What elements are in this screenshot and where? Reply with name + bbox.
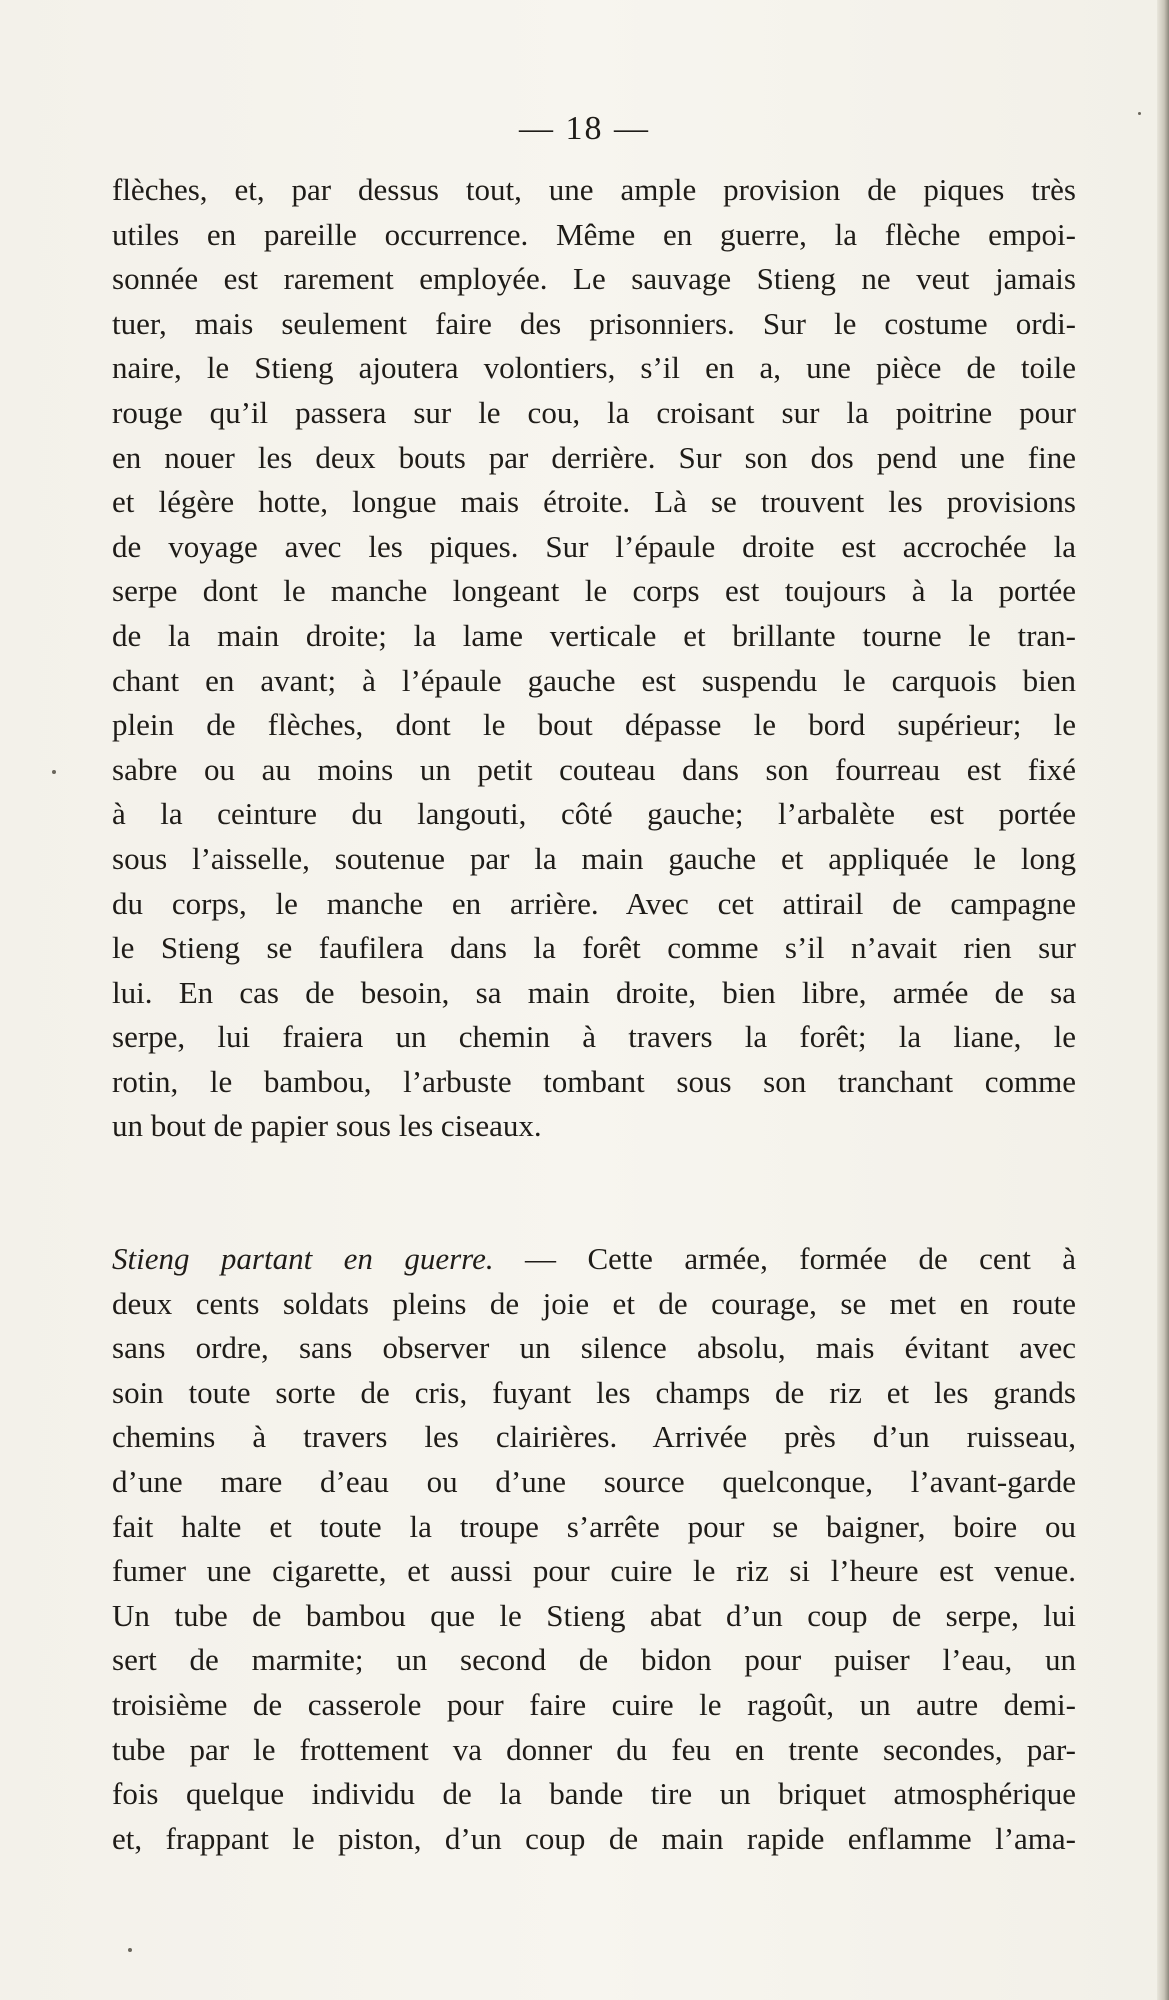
text-line: plein de flèches, dont le bout dépasse le bord supérieur; le <box>112 707 1076 743</box>
text-line: et légère hotte, longue mais étroite. Là se trouvent les provisions <box>112 484 1076 520</box>
text-line: flèches, et, par dessus tout, une ample provision de piques très <box>112 172 1076 207</box>
text-line: serpe dont le manche longeant le corps est toujours à la portée <box>112 573 1076 609</box>
heading-line-rest: — Cette armée, formée de cent à <box>493 1241 1077 1276</box>
text-line: chant en avant; à l’épaule gauche est suspendu le carquois bien <box>112 662 1076 698</box>
page-number: — 18 — <box>519 110 650 147</box>
text-line: et, frappant le piston, d’un coup de main rapide enflamme l’ama- <box>112 1820 1076 1856</box>
page-edge <box>1157 0 1169 2000</box>
text-line: à la ceinture du langouti, côté gauche; l’arbalète est portée <box>112 796 1076 832</box>
text-line: d’une mare d’eau ou d’une source quelconque, l’avant-garde <box>112 1463 1076 1499</box>
text-line: sans ordre, sans observer un silence absolu, mais évitant avec <box>112 1330 1076 1366</box>
text-line: le Stieng se faufilera dans la forêt comme s’il n’avait rien sur <box>112 930 1076 966</box>
text-line: de voyage avec les piques. Sur l’épaule droite est accrochée la <box>112 528 1076 564</box>
text-line: soin toute sorte de cris, fuyant les champs de riz et les grands <box>112 1374 1076 1410</box>
text-line: tuer, mais seulement faire des prisonniers. Sur le costume ordi- <box>112 305 1076 341</box>
text-line: troisième de casserole pour faire cuire le ragoût, un autre demi- <box>112 1686 1076 1722</box>
text-line: sonnée est rarement employée. Le sauvage Stieng ne veut jamais <box>112 261 1076 297</box>
text-line: serpe, lui fraiera un chemin à travers la forêt; la liane, le <box>112 1019 1076 1055</box>
text-line: fois quelque individu de la bande tire un briquet atmosphérique <box>112 1776 1076 1812</box>
text-line: sert de marmite; un second de bidon pour puiser l’eau, un <box>112 1642 1076 1678</box>
paragraph-stieng-going-to-war <box>112 1237 1076 1861</box>
text-line: sabre ou au moins un petit couteau dans son fourreau est fixé <box>112 751 1076 787</box>
paragraph-stieng-equipment <box>112 168 1076 1149</box>
text-line: rotin, le bambou, l’arbuste tombant sous son tranchant comme <box>112 1063 1076 1099</box>
speck-mark <box>128 1948 132 1952</box>
text-line: en nouer les deux bouts par derrière. Sur son dos pend une fine <box>112 439 1076 475</box>
text-line: utiles en pareille occurrence. Même en guerre, la flèche empoi- <box>112 216 1076 252</box>
text-line: tube par le frottement va donner du feu en trente secondes, par- <box>112 1731 1076 1767</box>
text-line: fumer une cigarette, et aussi pour cuire le riz si l’heure est venue. <box>112 1553 1076 1589</box>
text-line: de la main droite; la lame verticale et brillante tourne le tran- <box>112 617 1076 653</box>
text-line: rouge qu’il passera sur le cou, la croisant sur la poitrine pour <box>112 394 1076 430</box>
text-line: chemins à travers les clairières. Arrivée près d’un ruisseau, <box>112 1419 1076 1455</box>
text-line: fait halte et toute la troupe s’arrête pour se baigner, boire ou <box>112 1508 1076 1544</box>
speck-mark <box>1138 112 1141 115</box>
section-heading: Stieng partant en guerre. <box>112 1241 494 1276</box>
text-line-with-heading <box>112 1237 1076 1282</box>
text-line: Un tube de bambou que le Stieng abat d’un coup de serpe, lui <box>112 1597 1076 1633</box>
text-line: sous l’aisselle, soutenue par la main gauche et appliquée le long <box>112 840 1076 876</box>
text-line: naire, le Stieng ajoutera volontiers, s’il en a, une pièce de toile <box>112 350 1076 386</box>
text-line: du corps, le manche en arrière. Avec cet attirail de campagne <box>112 885 1076 921</box>
speck-mark <box>52 770 56 774</box>
text-line: lui. En cas de besoin, sa main droite, bien libre, armée de sa <box>112 974 1076 1010</box>
text-line: deux cents soldats pleins de joie et de courage, se met en route <box>112 1285 1076 1321</box>
text-line: un bout de papier sous les ciseaux. <box>112 1108 542 1144</box>
